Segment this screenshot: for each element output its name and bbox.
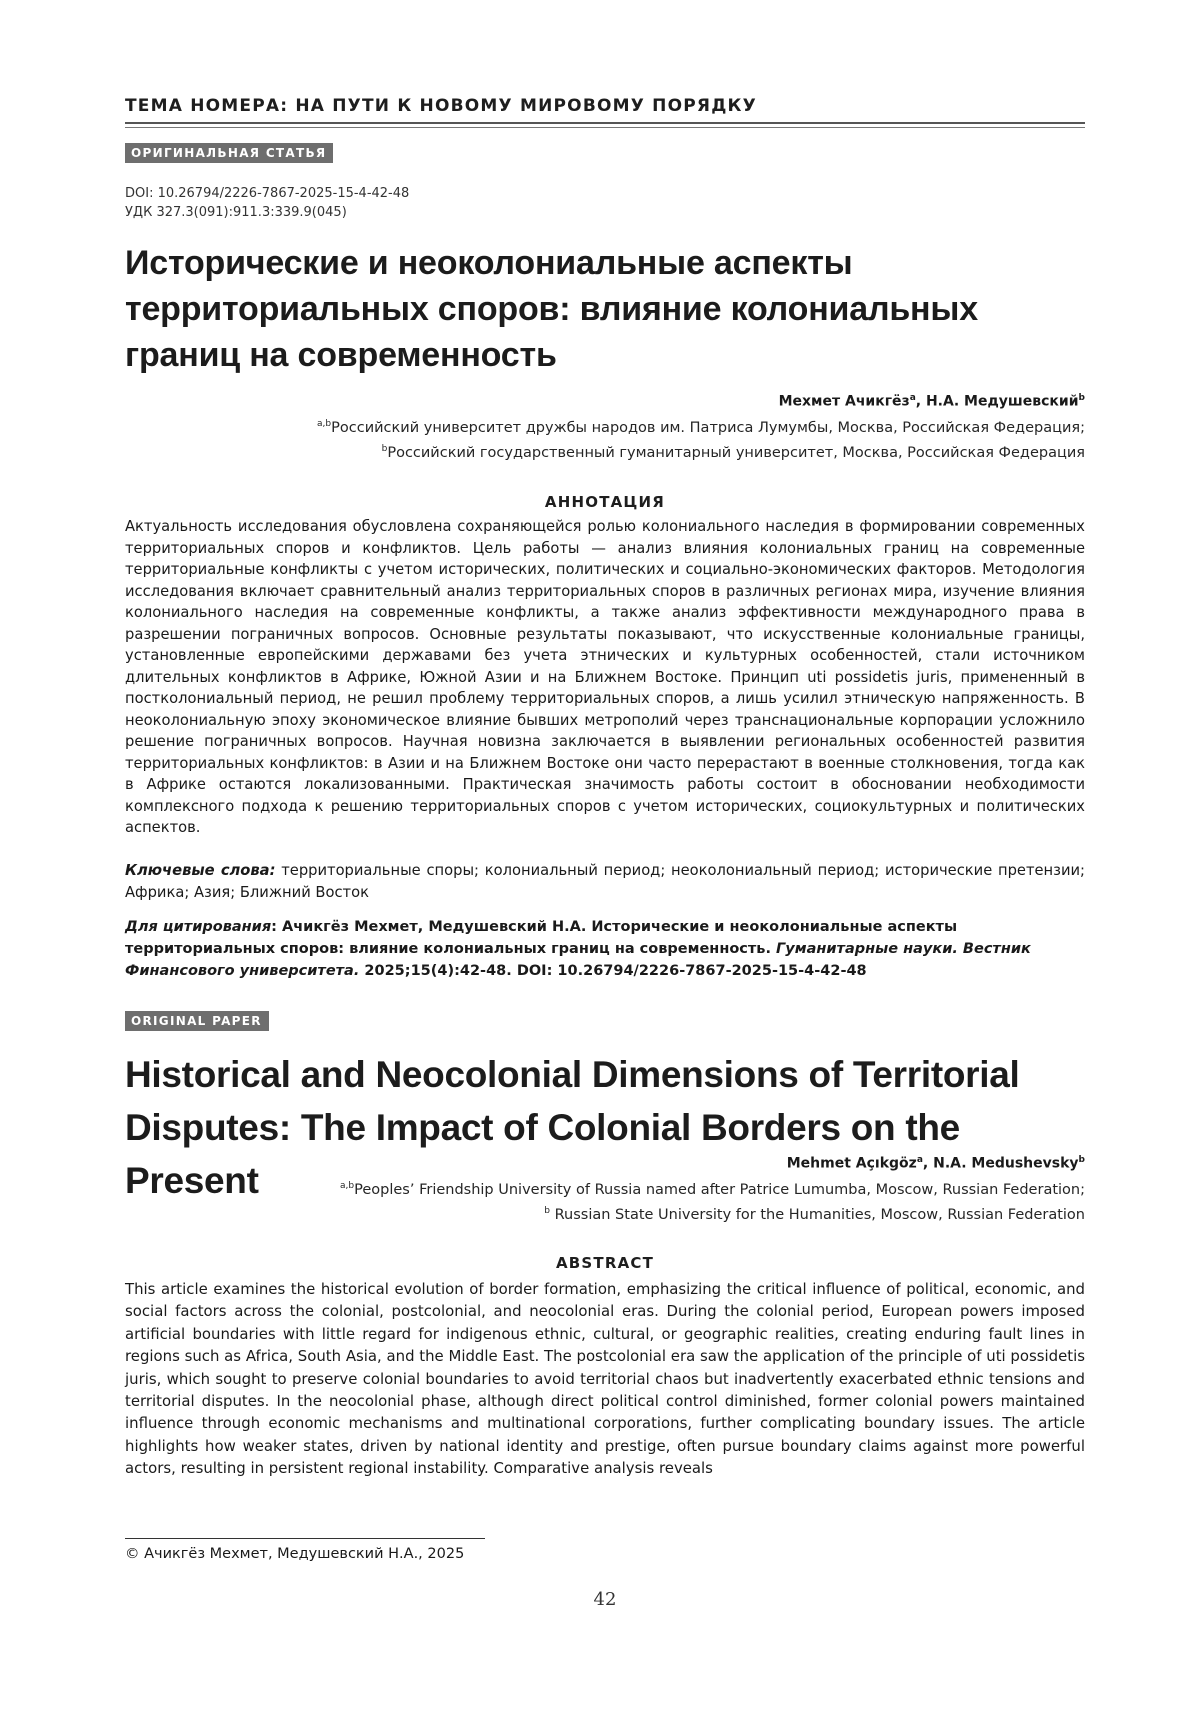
author-1-affil-marker: a (909, 393, 916, 403)
affiliation-marker: b (544, 1206, 551, 1217)
affiliation-text: Российский государственный гуманитарный университет, Москва, Российская Федерация (387, 445, 1085, 462)
keywords-ru (125, 860, 1085, 903)
article-title-ru: Исторические и неоколониальные аспекты территориальных споров: влияние колониальных границ на современность (125, 244, 978, 374)
author-1-affil-marker: a (916, 1155, 923, 1165)
doi: DOI: 10.26794/2226-7867-2025-15-4-42-48 (125, 186, 410, 201)
affiliation-text: Российский университет дружбы народов им. Патриса Лумумбы, Москва, Российская Федерация; (331, 419, 1085, 436)
rubric-divider-thick (125, 122, 1085, 124)
affiliation-1-ru (317, 413, 1085, 439)
article-type-badge-ru: ОРИГИНАЛЬНАЯ СТАТЬЯ (125, 143, 333, 163)
article-identifiers (125, 184, 409, 222)
udc-code: УДК 327.3(091):911.3:339.9(045) (125, 205, 347, 220)
author-names-en (340, 1150, 1085, 1175)
author-separator: , (915, 393, 926, 410)
page-number: 42 (593, 1589, 617, 1610)
author-1-name: Mehmet Açıkgöz (786, 1155, 917, 1172)
citation-label: Для цитирования (125, 919, 272, 935)
abstract-heading-en: ABSTRACT (555, 1254, 655, 1272)
affiliation-marker: a,b (317, 418, 332, 429)
citation-journal: Гуманитарные науки. Вестник Финансового университета. (125, 941, 1031, 979)
author-2-name: N.A. Medushevsky (933, 1155, 1079, 1172)
citation-volume-doi: 2025;15(4):42-48. DOI: 10.26794/2226-7867-2025-15-4-42-48 (359, 963, 867, 979)
keywords-list: территориальные споры; колониальный период; неоколониальный период; исторические претензии; Африка; Азия; Ближний Восток (125, 862, 1085, 901)
affiliation-2-en (340, 1200, 1085, 1226)
footnote-divider (125, 1538, 485, 1539)
affiliation-text: Russian State University for the Humanities, Moscow, Russian Federation (550, 1207, 1085, 1224)
authors-block-en (340, 1150, 1085, 1226)
article-title-en: Historical and Neocolonial Dimensions of Territorial Disputes: The Impact of Colonial Borders on the Present (125, 1054, 1020, 1201)
abstract-text-en: This article examines the historical evolution of border formation, emphasizing the critical influence of political, economic, and social factors across the colonial, postcolonial, and neocolonial eras. During the colonial period, European powers imposed artificial boundaries with little regard for indigenous ethnic, cultural, or geographic realities, creating enduring fault lines in regions such as Africa, South Asia, and the Middle East. The postcolonial era saw the application of the principle of uti possidetis juris, which sought to preserve colonial boundaries to avoid territorial chaos but inadvertently exacerbated ethnic tensions and territorial disputes. In the neocolonial phase, although direct political control diminished, former colonial powers maintained influence through economic mechanisms and multinational corporations, further complicating boundary issues. The article highlights how weaker states, driven by national identity and prestige, often pursue boundary claims against more powerful actors, resulting in persistent regional instability. Comparative analysis reveals (125, 1280, 1085, 1478)
author-1-name: Мехмет Ачикгёз (778, 393, 910, 410)
abstract-heading-ru: АННОТАЦИЯ (544, 493, 666, 511)
article-type-badge-en: ORIGINAL PAPER (125, 1011, 269, 1031)
affiliation-2-ru (317, 438, 1085, 464)
citation-reference: : Ачикгёз Мехмет, Медушевский Н.А. Исторические и неоколониальные аспекты территориальных споров: влияние колониальных границ на современность. (125, 919, 958, 957)
citation-block (125, 916, 1085, 982)
author-2-name: Н.А. Медушевский (925, 393, 1079, 410)
author-names-ru (317, 388, 1085, 413)
authors-block-ru (317, 388, 1085, 464)
keywords-label: Ключевые слова: (125, 862, 276, 879)
affiliation-marker: a,b (340, 1180, 355, 1191)
copyright-notice: © Ачикгёз Мехмет, Медушевский Н.А., 2025 (125, 1546, 465, 1562)
affiliation-marker: b (381, 444, 388, 455)
issue-rubric: ТЕМА НОМЕРА: НА ПУТИ К НОВОМУ МИРОВОМУ ПОРЯДКУ (125, 96, 757, 116)
author-2-affil-marker: b (1078, 393, 1085, 403)
affiliation-1-en (340, 1175, 1085, 1201)
rubric-divider-thin (125, 127, 1085, 128)
author-2-affil-marker: b (1078, 1155, 1085, 1165)
affiliation-text: Peoples’ Friendship University of Russia named after Patrice Lumumba, Moscow, Russian Federation; (354, 1181, 1085, 1198)
author-separator: , (922, 1155, 934, 1172)
abstract-text-ru: Актуальность исследования обусловлена сохраняющейся ролью колониального наследия в формировании современных территориальных споров и конфликтов. Цель работы — анализ влияния колониальных границ на современные территориальные конфликты с учетом исторических, политических и социально-экономических факторов. Методология исследования включает сравнительный анализ территориальных споров в различных регионах мира, изучение влияния колониального наследия на современные конфликты, а также анализ эффективности международного права в разрешении пограничных вопросов. Основные результаты показывают, что искусственные колониальные границы, установленные европейскими державами без учета этнических и культурных особенностей, стали источником длительных конфликтов в Африке, Южной Азии и на Ближнем Востоке. Принцип uti possidetis juris, примененный в постколониальный период, не решил проблему территориальных споров, а лишь усилил этническую напряженность. В неоколониальную эпоху экономическое влияние бывших метрополий через транснациональные корпорации усложнило решение пограничных вопросов. Научная новизна заключается в выявлении региональных особенностей развития территориальных конфликтов: в Азии и на Ближнем Востоке они часто перерастают в военные столкновения, тогда как в Африке остаются локализованными. Практическая значимость работы состоит в обосновании необходимости комплексного подхода к решению территориальных споров с учетом исторических, социокультурных и политических аспектов. (125, 518, 1085, 836)
